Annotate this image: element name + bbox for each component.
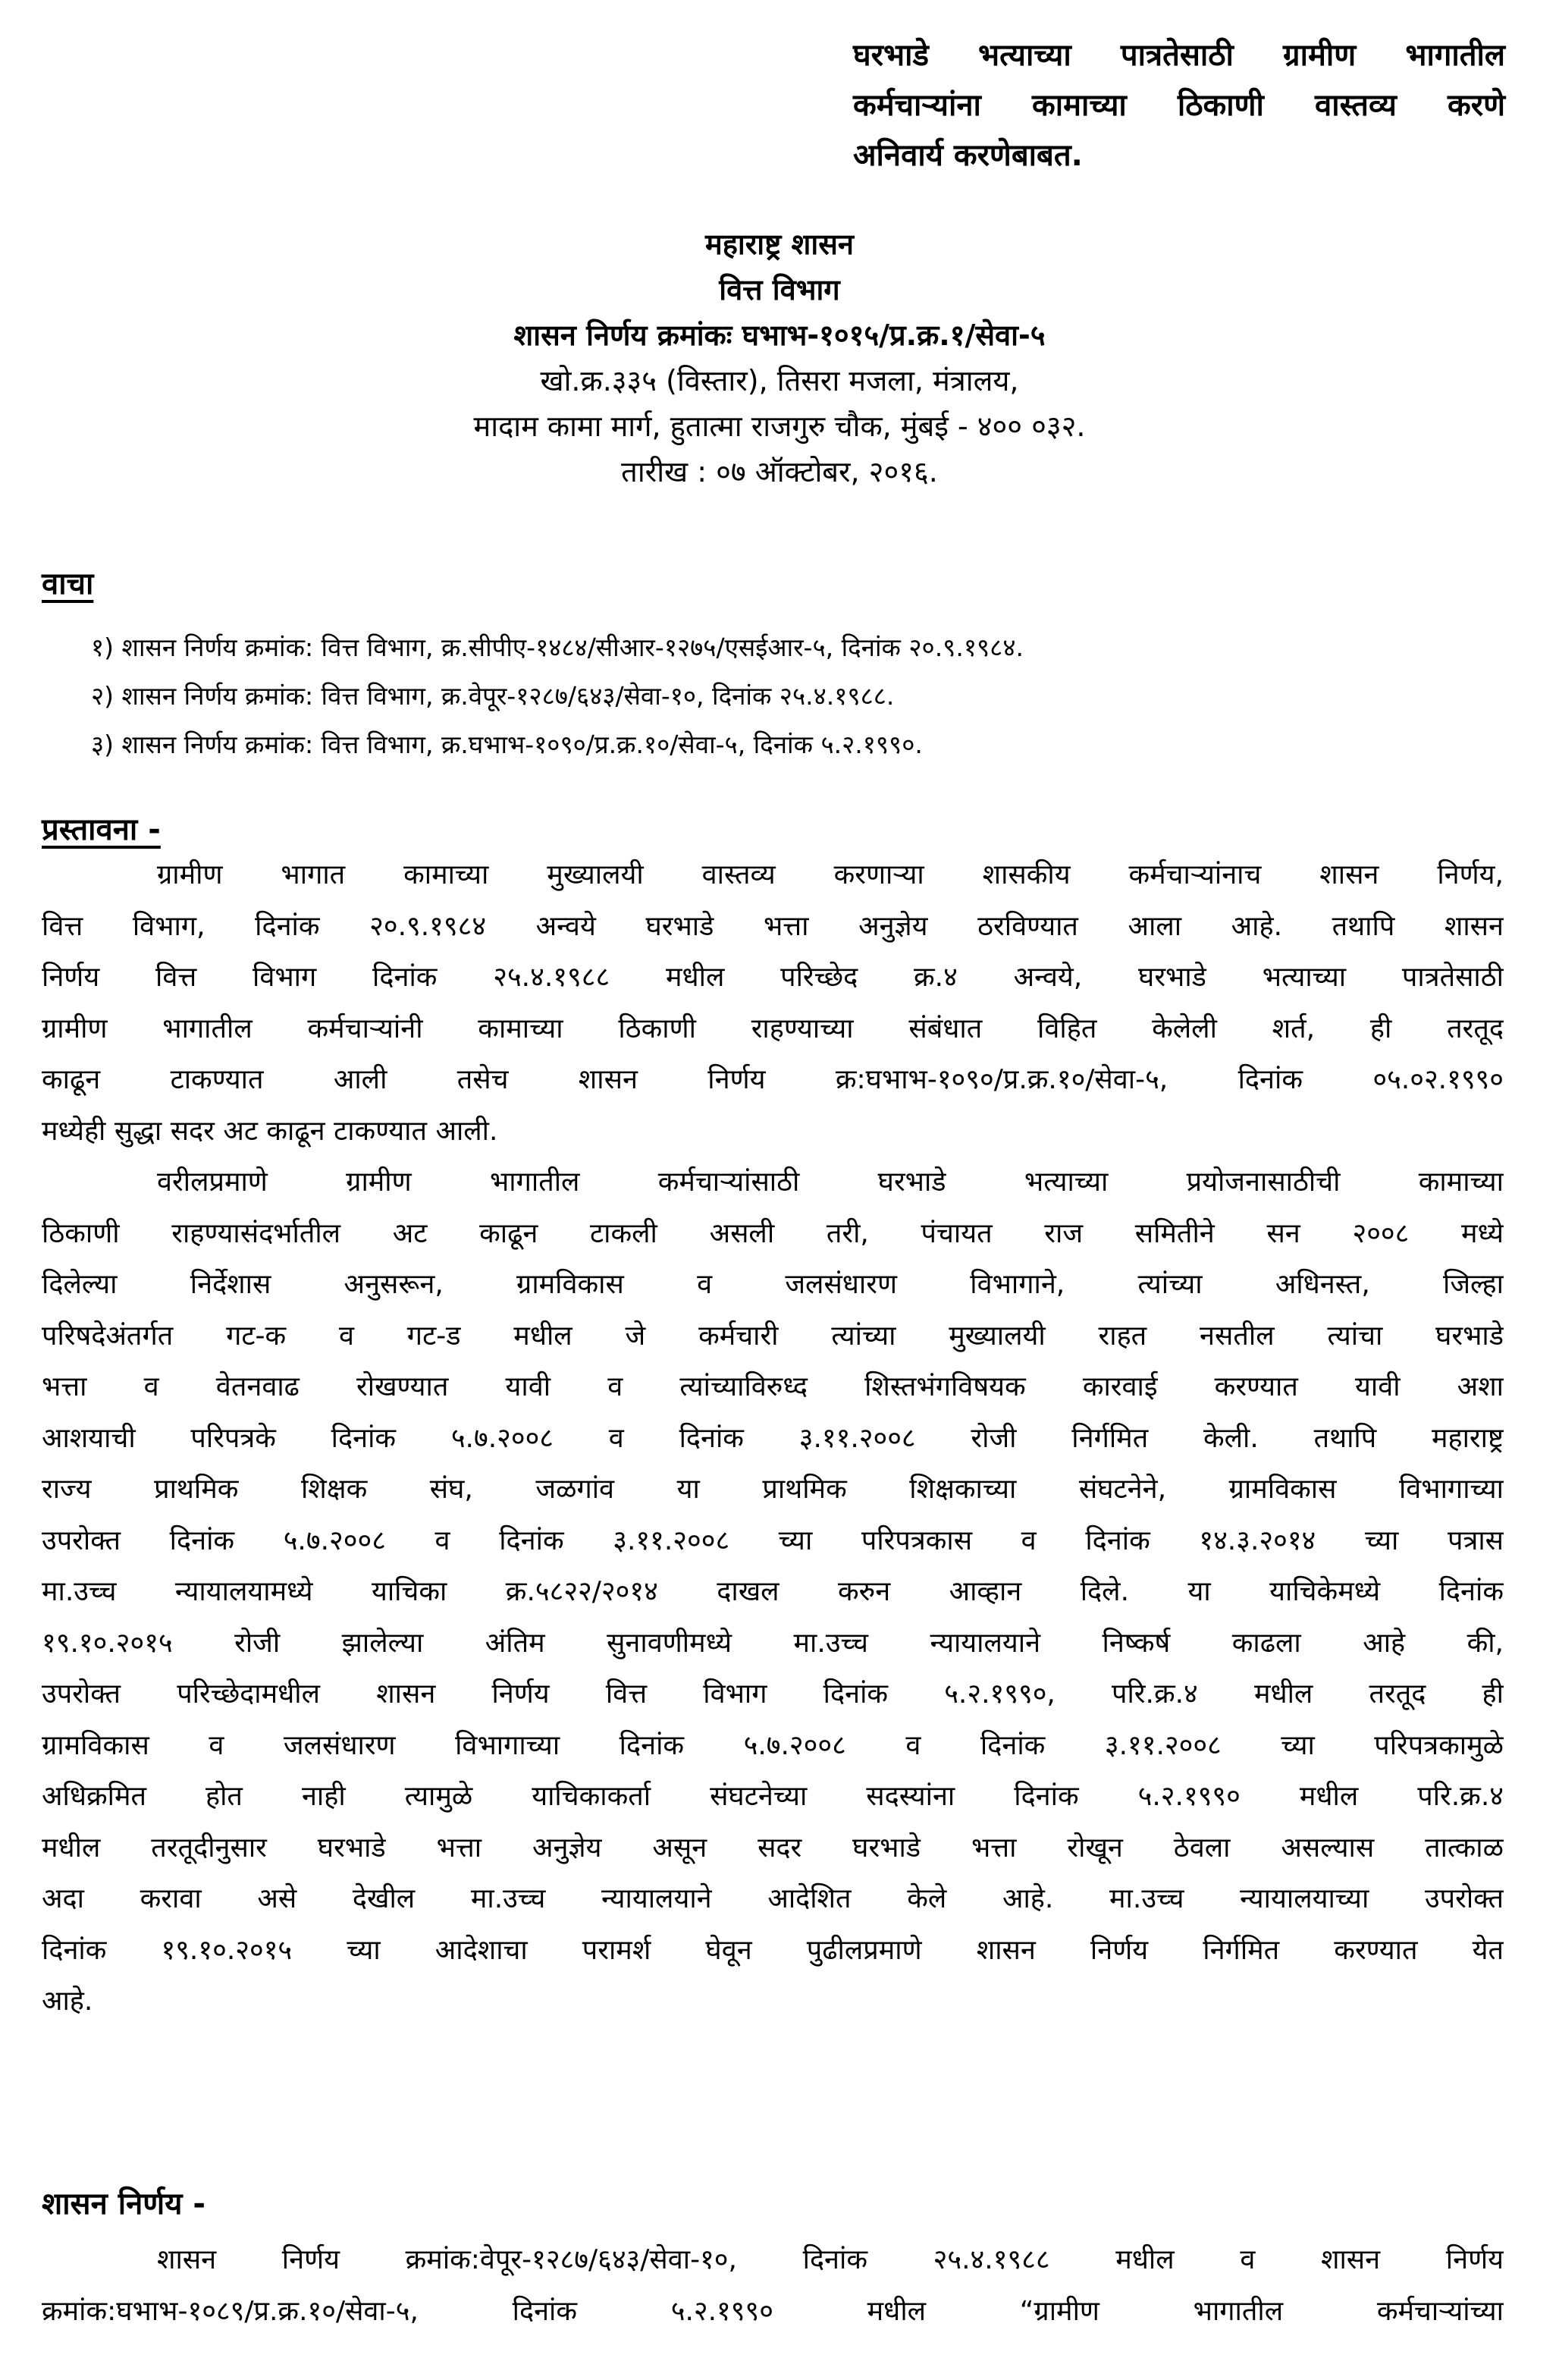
document-header xyxy=(0,221,1559,495)
body-line: मध्येही सुद्धा सदर अट काढून टाकण्यात आली. xyxy=(42,1115,498,1147)
address-line-2: मादाम कामा मार्ग, हुतात्मा राजगुरु चौक, मुंबई - ४०० ०३२. xyxy=(473,410,1086,443)
reference-item: ३) शासन निर्णय क्रमांक: वित्त विभाग, क्र.घभाभ-१०९०/प्र.क्र.१०/सेवा-५, दिनांक ५.२.१९९०. xyxy=(91,730,923,759)
department-name: वित्त विभाग xyxy=(719,273,840,306)
body-line: उपरोक्त परिच्छेदामधील शासन निर्णय वित्त विभाग दिनांक ५.२.१९९०, परि.क्र.४ मधील तरतूद ही xyxy=(42,1678,1504,1710)
preamble-section-title xyxy=(42,809,161,851)
body-line: अधिक्रमित होत नाही त्यामुळे याचिकाकर्ता संघटनेच्या सदस्यांना दिनांक ५.२.१९९० मधील परि.क्र.४ xyxy=(42,1781,1504,1812)
body-line: ग्रामीण भागात कामाच्या मुख्यालयी वास्तव्य करणाऱ्या शासकीय कर्मचाऱ्यांनाच शासन निर्णय, xyxy=(157,859,1504,890)
decision-title-text: शासन निर्णय - xyxy=(42,2187,205,2221)
reference-list xyxy=(91,623,1486,769)
government-name: महाराष्ट्र शासन xyxy=(704,228,854,261)
body-line: मधील तरतूदीनुसार घरभाडे भत्ता अनुज्ञेय असून सदर घरभाडे भत्ता रोखून ठेवला असल्यास तात्काळ xyxy=(42,1832,1504,1863)
body-line: ग्रामीण भागातील कर्मचाऱ्यांनी कामाच्या ठिकाणी राहण्याच्या संबंधात विहित केलेली शर्त, ही तरतूद xyxy=(42,1013,1504,1044)
body-line: दिलेल्या निर्देशास अनुसरून, ग्रामविकास व जलसंधारण विभागाने, त्यांच्या अधिनस्त, जिल्हा xyxy=(42,1269,1504,1300)
read-section-title xyxy=(42,563,93,605)
body-line: ठिकाणी राहण्यासंदर्भातील अट काढून टाकली असली तरी, पंचायत राज समितीने सन २००८ मध्ये xyxy=(42,1217,1504,1249)
body-line: वित्त विभाग, दिनांक २०.९.१९८४ अन्वये घरभाडे भत्ता अनुज्ञेय ठरविण्यात आला आहे. तथापि शासन xyxy=(42,910,1504,942)
body-line: अदा करावा असे देखील मा.उच्च न्यायालयाने आदेशित केले आहे. मा.उच्च न्यायालयाच्या उपरोक्त xyxy=(42,1883,1504,1914)
subject-line: घरभाडे भत्याच्या पात्रतेसाठी ग्रामीण भागातील xyxy=(853,38,1505,73)
body-line: दिनांक १९.१०.२०१५ च्या आदेशाचा परामर्श घेवून पुढीलप्रमाणे शासन निर्णय निर्गमित करण्यात येत xyxy=(42,1934,1504,1966)
body-line: परिषदेअंतर्गत गट-क व गट-ड मधील जे कर्मचारी त्यांच्या मुख्यालयी राहत नसतील त्यांचा घरभाडे xyxy=(42,1320,1504,1352)
body-line: आहे. xyxy=(42,1986,93,2017)
decision-section-title xyxy=(42,2183,205,2225)
body-line: शासन निर्णय क्रमांक:वेपूर-१२८७/६४३/सेवा-१०, दिनांक २५.४.१९८८ मधील व शासन निर्णय xyxy=(157,2244,1504,2275)
body-line: निर्णय वित्त विभाग दिनांक २५.४.१९८८ मधील परिच्छेद क्र.४ अन्वये, घरभाडे भत्याच्या पात्रतेसाठी xyxy=(42,962,1504,993)
body-line: १९.१०.२०१५ रोजी झालेल्या अंतिम सुनावणीमध्ये मा.उच्च न्यायालयाने निष्कर्ष काढला आहे की, xyxy=(42,1627,1504,1659)
document-date: तारीख : ०७ ऑक्टोबर, २०१६. xyxy=(621,455,938,488)
reference-item: १) शासन निर्णय क्रमांक: वित्त विभाग, क्र.सीपीए-१४८४/सीआर-१२७५/एसईआर-५, दिनांक २०.९.१९८४. xyxy=(91,633,1024,662)
resolution-number: शासन निर्णय क्रमांकः घभाभ-१०१५/प्र.क्र.१/सेवा-५ xyxy=(513,319,1046,352)
body-line: राज्य प्राथमिक शिक्षक संघ, जळगांव या प्राथमिक शिक्षकाच्या संघटनेने, ग्रामविकास विभागाच्या xyxy=(42,1474,1504,1505)
body-line: वरीलप्रमाणे ग्रामीण भागातील कर्मचाऱ्यांसाठी घरभाडे भत्याच्या प्रयोजनासाठीची कामाच्या xyxy=(157,1166,1504,1198)
body-line: काढून टाकण्यात आली तसेच शासन निर्णय क्र:घभाभ-१०९०/प्र.क्र.१०/सेवा-५, दिनांक ०५.०२.१९९० xyxy=(42,1064,1504,1095)
body-line: उपरोक्त दिनांक ५.७.२००८ व दिनांक ३.११.२००८ च्या परिपत्रकास व दिनांक १४.३.२०१४ च्या पत्रास xyxy=(42,1524,1504,1556)
preamble-body xyxy=(42,849,1504,2027)
body-line: आशयाची परिपत्रके दिनांक ५.७.२००८ व दिनांक ३.११.२००८ रोजी निर्गमित केली. तथापि महाराष्ट्र xyxy=(42,1422,1504,1454)
subject-line: अनिवार्य करणेबाबत. xyxy=(853,138,1083,173)
subject-heading xyxy=(853,30,1505,181)
reference-item: २) शासन निर्णय क्रमांक: वित्त विभाग, क्र.वेपूर-१२८७/६४३/सेवा-१०, दिनांक २५.४.१९८८. xyxy=(91,681,895,711)
body-line: मा.उच्च न्यायालयामध्ये याचिका क्र.५८२२/२०१४ दाखल करुन आव्हान दिले. या याचिकेमध्ये दिनांक xyxy=(42,1576,1504,1607)
decision-body xyxy=(42,2234,1504,2337)
preamble-title-text: प्रस्तावना - xyxy=(42,812,161,847)
body-line: क्रमांक:घभाभ-१०८९/प्र.क्र.१०/सेवा-५, दिनांक ५.२.१९९० मधील “ग्रामीण भागातील कर्मचाऱ्यांच्या xyxy=(42,2295,1504,2327)
subject-line: कर्मचाऱ्यांना कामाच्या ठिकाणी वास्तव्य करणे xyxy=(853,88,1505,123)
body-line: भत्ता व वेतनवाढ रोखण्यात यावी व त्यांच्याविरुध्द शिस्तभंगविषयक कारवाई करण्यात यावी अशा xyxy=(42,1371,1504,1402)
body-line: ग्रामविकास व जलसंधारण विभागाच्या दिनांक ५.७.२००८ व दिनांक ३.११.२००८ च्या परिपत्रकामुळे xyxy=(42,1729,1504,1761)
read-title-text: वाचा xyxy=(42,567,94,601)
address-line-1: खो.क्र.३३५ (विस्तार), तिसरा मजला, मंत्रालय, xyxy=(540,364,1019,397)
